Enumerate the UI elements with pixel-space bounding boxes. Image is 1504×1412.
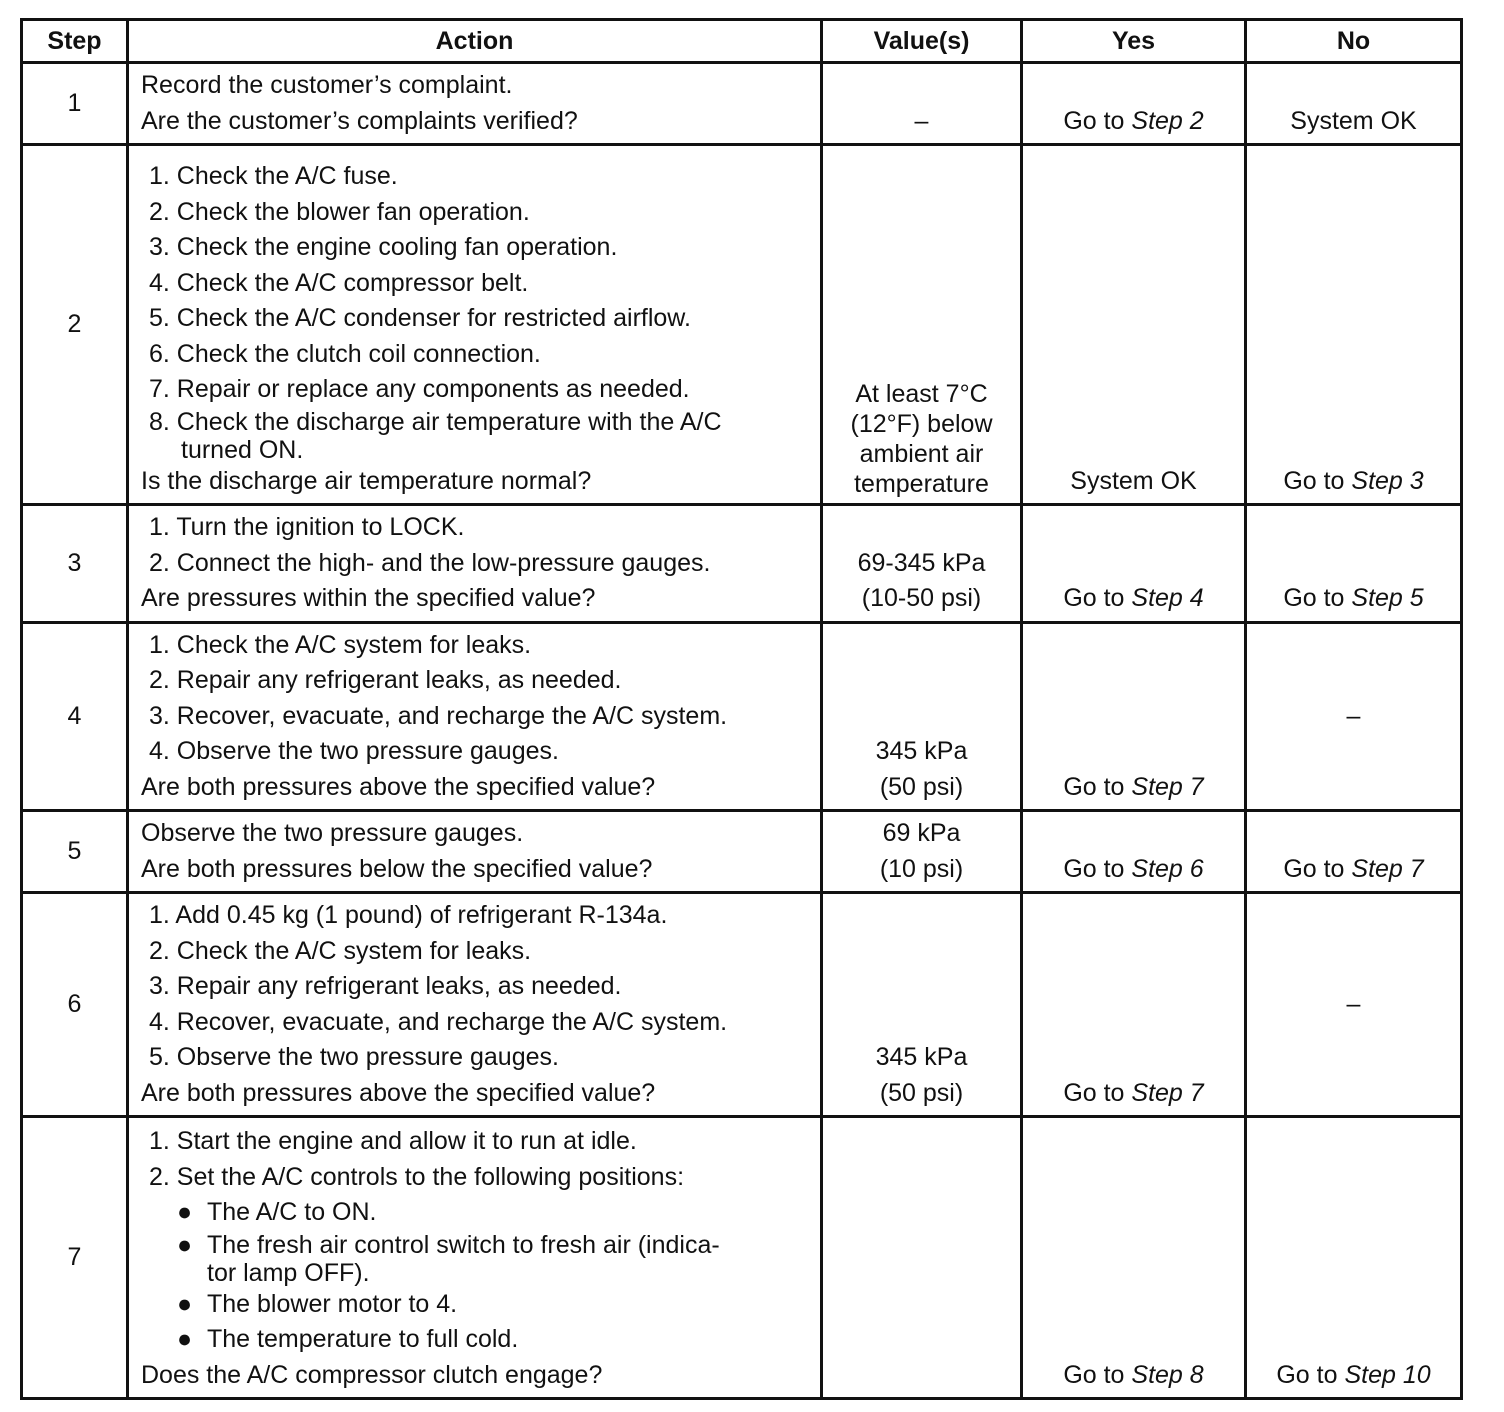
yes-step-ref: Step 7 [1131, 1078, 1204, 1107]
no-cell [1246, 893, 1462, 1117]
no-cell [1246, 63, 1462, 145]
value-line: – [914, 106, 929, 135]
bullet-text: The A/C to ON. [207, 1198, 377, 1226]
action-item: 7. Repair or replace any components as needed. [149, 375, 690, 403]
yes-text: Go to [1063, 854, 1132, 883]
action-item: 2. Check the A/C system for leaks. [149, 936, 532, 965]
step-number: 5 [22, 811, 128, 893]
yes-step-ref: Step 2 [1131, 106, 1204, 135]
table-row [22, 1117, 1462, 1399]
value-line: 69 kPa [882, 819, 961, 847]
action-item: 2. Check the blower fan operation. [149, 197, 530, 226]
header-yes: Yes [1022, 20, 1246, 63]
yes-text: Go to [1063, 772, 1132, 801]
step-number: 4 [22, 622, 128, 811]
action-line: Observe the two pressure gauges. [141, 819, 524, 847]
action-cell [128, 622, 822, 811]
no-cell [1246, 622, 1462, 811]
no-text: Go to [1283, 584, 1352, 612]
bullet-wrap: tor lamp OFF). [207, 1258, 370, 1287]
value-line: At least 7°C [855, 380, 988, 408]
diagnostic-table-page [20, 18, 1460, 1400]
yes-text: Go to [1063, 106, 1132, 135]
action-question: Are both pressures above the specified value? [141, 772, 656, 801]
action-item: 1. Check the A/C fuse. [149, 162, 398, 190]
table-row [22, 505, 1462, 623]
no-cell [1246, 505, 1462, 623]
no-step-ref: Step 3 [1351, 466, 1424, 495]
action-item: 4. Recover, evacuate, and recharge the A/C system. [149, 1007, 728, 1036]
value-line: (50 psi) [879, 772, 964, 801]
action-cell [128, 893, 822, 1117]
step-number: 6 [22, 893, 128, 1117]
no-step-ref: Step 7 [1351, 854, 1424, 883]
value-line: (50 psi) [879, 1078, 964, 1107]
action-item: 2. Connect the high- and the low-pressure gauges. [149, 548, 711, 577]
action-item: 1. Turn the ignition to LOCK. [149, 513, 465, 541]
no-text: Go to [1283, 854, 1352, 883]
yes-step-ref: Step 8 [1131, 1360, 1204, 1389]
table-row [22, 893, 1462, 1117]
header-action: Action [128, 20, 822, 63]
action-item: 3. Recover, evacuate, and recharge the A/C system. [149, 701, 728, 730]
yes-cell [1022, 811, 1246, 893]
no-cell [1246, 811, 1462, 893]
no-step-ref: Step 5 [1351, 584, 1424, 612]
value-line: (10 psi) [879, 854, 964, 883]
header-row [22, 20, 1462, 63]
action-item: 4. Check the A/C compressor belt. [149, 268, 529, 297]
action-cell [128, 1117, 822, 1399]
action-question: Are the customer’s complaints verified? [141, 106, 578, 135]
table-row [22, 145, 1462, 505]
action-item: 1. Add 0.45 kg (1 pound) of refrigerant R-134a. [149, 901, 668, 929]
bullet-item [141, 1322, 808, 1358]
no-text: – [1346, 701, 1361, 730]
yes-cell [1022, 622, 1246, 811]
step-number: 1 [22, 63, 128, 145]
action-item-text: 8. Check the discharge air temperature with the A/C [149, 407, 722, 436]
no-step-ref: Step 10 [1344, 1360, 1431, 1389]
action-cell [128, 811, 822, 893]
action-question: Are pressures within the specified value? [141, 584, 596, 612]
step-number: 7 [22, 1117, 128, 1399]
action-cell [128, 505, 822, 623]
value-line: ambient air [859, 440, 984, 468]
value-cell [822, 505, 1022, 623]
action-question: Are both pressures below the specified value? [141, 854, 653, 883]
table-row [22, 622, 1462, 811]
value-line: (12°F) below [850, 410, 993, 438]
header-no: No [1246, 20, 1462, 63]
table-row [22, 811, 1462, 893]
bullet-icon: ● [177, 1230, 193, 1259]
action-item: 5. Check the A/C condenser for restricted airflow. [149, 304, 691, 332]
action-item: 2. Set the A/C controls to the following positions: [149, 1162, 685, 1191]
value-cell [822, 622, 1022, 811]
value-line: 345 kPa [875, 737, 968, 765]
no-text: System OK [1290, 106, 1417, 135]
action-cell [128, 63, 822, 145]
bullet-icon: ● [177, 1289, 193, 1318]
header-step: Step [22, 20, 128, 63]
action-item: 4. Observe the two pressure gauges. [149, 737, 559, 765]
step-number: 2 [22, 145, 128, 505]
value-cell [822, 145, 1022, 505]
bullet-item [141, 1287, 808, 1323]
yes-cell [1022, 505, 1246, 623]
yes-text: System OK [1070, 466, 1197, 495]
yes-cell [1022, 145, 1246, 505]
yes-text: Go to [1063, 584, 1132, 612]
yes-text: Go to [1063, 1360, 1132, 1389]
step-number: 3 [22, 505, 128, 623]
yes-step-ref: Step 7 [1131, 772, 1204, 801]
value-cell [822, 63, 1022, 145]
action-item [141, 408, 808, 464]
bullet-icon: ● [177, 1198, 193, 1226]
bullet-text: The blower motor to 4. [207, 1289, 458, 1318]
value-cell [822, 893, 1022, 1117]
action-question: Are both pressures above the specified value? [141, 1078, 656, 1107]
value-line: 69-345 kPa [857, 548, 986, 577]
action-item: 3. Repair any refrigerant leaks, as needed. [149, 972, 622, 1000]
action-item: 5. Observe the two pressure gauges. [149, 1043, 559, 1071]
yes-cell [1022, 1117, 1246, 1399]
action-item: 2. Repair any refrigerant leaks, as needed. [149, 666, 622, 694]
value-cell [822, 811, 1022, 893]
action-item: 6. Check the clutch coil connection. [149, 339, 541, 368]
action-line: Record the customer’s complaint. [141, 71, 513, 99]
no-cell [1246, 145, 1462, 505]
bullet-text: The fresh air control switch to fresh air (indica- [207, 1230, 720, 1259]
value-line: temperature [854, 470, 989, 498]
yes-cell [1022, 63, 1246, 145]
no-text: – [1346, 989, 1361, 1018]
table-row [22, 63, 1462, 145]
action-item-wrap: turned ON. [181, 435, 304, 464]
action-item: 3. Check the engine cooling fan operation. [149, 233, 618, 261]
no-text: Go to [1276, 1360, 1345, 1389]
value-line: (10-50 psi) [861, 584, 982, 612]
no-cell [1246, 1117, 1462, 1399]
value-cell [822, 1117, 1022, 1399]
action-item: 1. Start the engine and allow it to run at idle. [149, 1127, 637, 1155]
bullet-text: The temperature to full cold. [207, 1325, 519, 1353]
yes-cell [1022, 893, 1246, 1117]
action-question: Is the discharge air temperature normal? [141, 466, 592, 495]
yes-step-ref: Step 4 [1131, 584, 1204, 612]
bullet-item [141, 1195, 808, 1231]
header-values: Value(s) [822, 20, 1022, 63]
action-item: 1. Check the A/C system for leaks. [149, 630, 532, 659]
yes-step-ref: Step 6 [1131, 854, 1204, 883]
value-line: 345 kPa [875, 1043, 968, 1071]
action-question: Does the A/C compressor clutch engage? [141, 1360, 603, 1389]
diagnostic-table [20, 18, 1463, 1400]
action-cell [128, 145, 822, 505]
bullet-item [141, 1231, 808, 1287]
bullet-icon: ● [177, 1325, 193, 1353]
yes-text: Go to [1063, 1078, 1132, 1107]
no-text: Go to [1283, 466, 1352, 495]
